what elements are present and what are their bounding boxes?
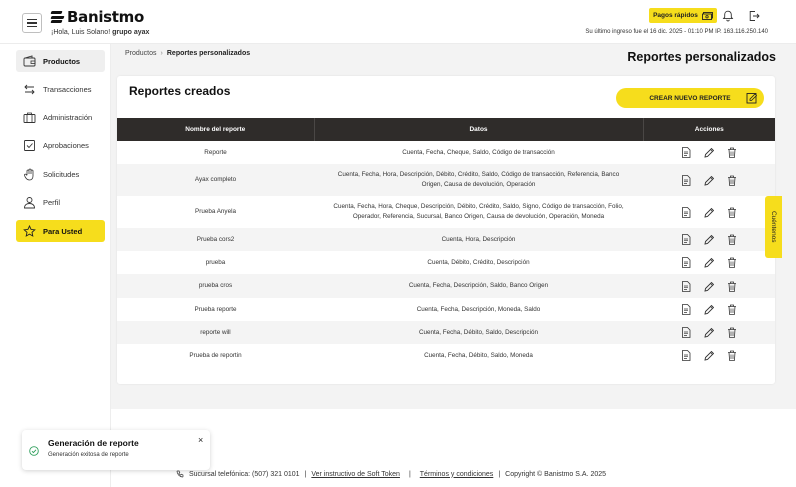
report-data-cell: Cuenta, Hora, Descripción (314, 228, 643, 251)
report-name-cell: Ayax completo (117, 164, 314, 196)
sidebar-item-label: Solicitudes (43, 169, 80, 179)
footer-separator: | (408, 470, 411, 478)
report-actions-cell (643, 228, 775, 251)
sidebar-item-transacciones[interactable] (16, 78, 105, 100)
view-document-icon[interactable] (681, 147, 691, 158)
footer-phone: Sucursal telefónica: (507) 321 0101 (189, 470, 300, 478)
greeting-name: ¡Hola, Luis Solano! (51, 29, 111, 36)
delete-trash-icon[interactable] (727, 147, 737, 158)
view-document-icon[interactable] (681, 304, 691, 315)
hamburger-line (27, 19, 37, 20)
breadcrumb-separator: › (160, 50, 163, 57)
menu-toggle-button[interactable] (22, 13, 42, 33)
greeting-company: grupo ayax (112, 29, 150, 36)
report-data-cell: Cuenta, Fecha, Hora, Descripción, Débito, Crédito, Saldo, Código de transacción, Referencia, Banco Origen, Causa de devolución, Operación (314, 164, 643, 196)
report-actions-cell (643, 251, 775, 274)
report-data-cell: Cuenta, Fecha, Cheque, Saldo, Código de transacción (314, 141, 643, 164)
briefcase-icon (23, 111, 36, 124)
breadcrumb-root-link[interactable]: Productos (125, 50, 157, 57)
feedback-tab[interactable] (765, 196, 782, 258)
report-data-cell: Cuenta, Fecha, Débito, Saldo, Descripción (314, 321, 643, 344)
table-header-row (117, 118, 775, 141)
report-data-cell: Cuenta, Fecha, Descripción, Saldo, Banco Origen (314, 274, 643, 298)
view-document-icon[interactable] (681, 350, 691, 361)
delete-trash-icon[interactable] (727, 327, 737, 338)
transfer-arrows-icon (23, 83, 36, 96)
table-row (117, 228, 775, 251)
sidebar-item-label: Aprobaciones (43, 140, 89, 150)
soft-token-instructive-link[interactable]: Ver instructivo de Soft Token (311, 470, 400, 478)
report-name-cell: Prueba reporte (117, 298, 314, 321)
sidebar-item-label: Transacciones (43, 84, 92, 94)
row-actions (647, 147, 771, 158)
delete-trash-icon[interactable] (727, 175, 737, 186)
user-icon (23, 196, 36, 209)
table-row (117, 141, 775, 164)
top-header (0, 0, 796, 44)
edit-pencil-icon[interactable] (704, 234, 714, 245)
sidebar-item-solicitudes[interactable] (16, 163, 105, 185)
brand-logo[interactable] (51, 8, 144, 26)
delete-trash-icon[interactable] (727, 304, 737, 315)
report-name-cell: Prueba Anyela (117, 196, 314, 228)
row-actions (647, 281, 771, 292)
table-row (117, 196, 775, 228)
row-actions (647, 257, 771, 268)
report-name-cell: Prueba cors2 (117, 228, 314, 251)
delete-trash-icon[interactable] (727, 207, 737, 218)
reports-card (117, 76, 775, 384)
money-card-icon (702, 12, 713, 20)
footer-copyright: Copyright © Banistmo S.A. 2025 (505, 470, 607, 478)
table-row (117, 164, 775, 196)
report-actions-cell (643, 344, 775, 367)
column-header: Acciones (643, 118, 775, 141)
sidebar-item-label: Administración (43, 112, 93, 122)
delete-trash-icon[interactable] (727, 281, 737, 292)
hamburger-line (27, 22, 37, 23)
card-title: Reportes creados (129, 84, 231, 98)
report-name-cell: prueba (117, 251, 314, 274)
edit-pencil-icon[interactable] (704, 327, 714, 338)
toast-title: Generación de reporte (48, 438, 139, 448)
sidebar-item-para-usted[interactable] (16, 220, 105, 242)
quick-pay-label: Pagos rápidos (653, 12, 698, 19)
main-content (111, 44, 796, 409)
breadcrumb (125, 50, 250, 57)
view-document-icon[interactable] (681, 207, 691, 218)
row-actions (647, 234, 771, 245)
view-document-icon[interactable] (681, 257, 691, 268)
breadcrumb-current: Reportes personalizados (166, 50, 251, 57)
page-title: Reportes personalizados (627, 50, 776, 64)
table-row (117, 344, 775, 367)
footer-separator: | (304, 470, 307, 478)
hamburger-line (27, 26, 37, 27)
quick-pay-button[interactable] (649, 8, 717, 23)
report-name-cell: prueba cros (117, 274, 314, 298)
table-row (117, 274, 775, 298)
notification-bell-icon[interactable] (722, 10, 734, 22)
logout-icon[interactable] (748, 10, 760, 22)
wallet-icon (23, 55, 36, 68)
sidebar-item-label: Productos (43, 56, 81, 66)
create-report-button[interactable] (616, 88, 764, 108)
edit-pencil-icon[interactable] (704, 304, 714, 315)
row-actions (647, 207, 771, 218)
delete-trash-icon[interactable] (727, 257, 737, 268)
sidebar-item-aprobaciones[interactable] (16, 134, 105, 156)
report-actions-cell (643, 321, 775, 344)
toast-close-icon[interactable]: × (198, 435, 204, 445)
table-row (117, 298, 775, 321)
report-data-cell: Cuenta, Fecha, Hora, Cheque, Descripción, Débito, Crédito, Saldo, Signo, Código de transacción, Folio, Operador, Referencia, Sucursal, Banco Origen, Causa de devolución, Operación, Moneda (314, 196, 643, 228)
logo-mark-icon (51, 10, 64, 24)
success-check-icon (29, 446, 39, 456)
footer-separator: | (498, 470, 501, 478)
last-login-info: Su último ingreso fue el 16 dic. 2025 - 01:10 PM IP. 163.116.250.140 (585, 29, 768, 35)
edit-pencil-icon[interactable] (704, 257, 714, 268)
edit-pencil-icon[interactable] (704, 147, 714, 158)
sidebar-item-administracion[interactable] (16, 106, 105, 128)
reports-table (117, 118, 775, 367)
toast-message: Generación exitosa de reporte (48, 452, 129, 458)
report-actions-cell (643, 298, 775, 321)
sidebar-item-label: Para Usted (43, 226, 83, 236)
report-name-cell: reporte will (117, 321, 314, 344)
delete-trash-icon[interactable] (727, 350, 737, 361)
row-actions (647, 304, 771, 315)
terms-link[interactable]: Términos y condiciones (419, 470, 494, 478)
row-actions (647, 327, 771, 338)
report-data-cell: Cuenta, Débito, Crédito, Descripción (314, 251, 643, 274)
view-document-icon[interactable] (681, 234, 691, 245)
report-actions-cell (643, 196, 775, 228)
sidebar (0, 44, 111, 487)
delete-trash-icon[interactable] (727, 234, 737, 245)
feedback-tab-label: Cuéntenos (770, 211, 777, 243)
sidebar-item-label: Perfil (43, 197, 61, 207)
create-report-label: CREAR NUEVO REPORTE (649, 94, 731, 102)
edit-pencil-icon[interactable] (704, 281, 714, 292)
row-actions (647, 175, 771, 186)
hand-icon (23, 168, 36, 181)
edit-pencil-icon[interactable] (704, 175, 714, 186)
new-document-icon (746, 92, 758, 104)
view-document-icon[interactable] (681, 327, 691, 338)
report-actions-cell (643, 274, 775, 298)
column-header: Datos (314, 118, 643, 141)
report-name-cell: Reporte (117, 141, 314, 164)
edit-pencil-icon[interactable] (704, 207, 714, 218)
brand-name: Banistmo (67, 8, 145, 26)
row-actions (647, 350, 771, 361)
sidebar-item-perfil[interactable] (16, 191, 105, 213)
greeting-text (51, 29, 149, 36)
report-name-cell: Prueba de reportin (117, 344, 314, 367)
star-icon (23, 225, 36, 238)
report-data-cell: Cuenta, Fecha, Débito, Saldo, Moneda (314, 344, 643, 367)
table-row (117, 251, 775, 274)
table-row (117, 321, 775, 344)
column-header: Nombre del reporte (117, 118, 314, 141)
report-data-cell: Cuenta, Fecha, Descripción, Moneda, Saldo (314, 298, 643, 321)
phone-icon (176, 470, 184, 478)
view-document-icon[interactable] (681, 175, 691, 186)
checkbox-icon (23, 139, 36, 152)
edit-pencil-icon[interactable] (704, 350, 714, 361)
view-document-icon[interactable] (681, 281, 691, 292)
report-actions-cell (643, 164, 775, 196)
notification-toast (22, 430, 210, 470)
report-actions-cell (643, 141, 775, 164)
footer (176, 470, 606, 478)
sidebar-item-productos[interactable] (16, 50, 105, 72)
